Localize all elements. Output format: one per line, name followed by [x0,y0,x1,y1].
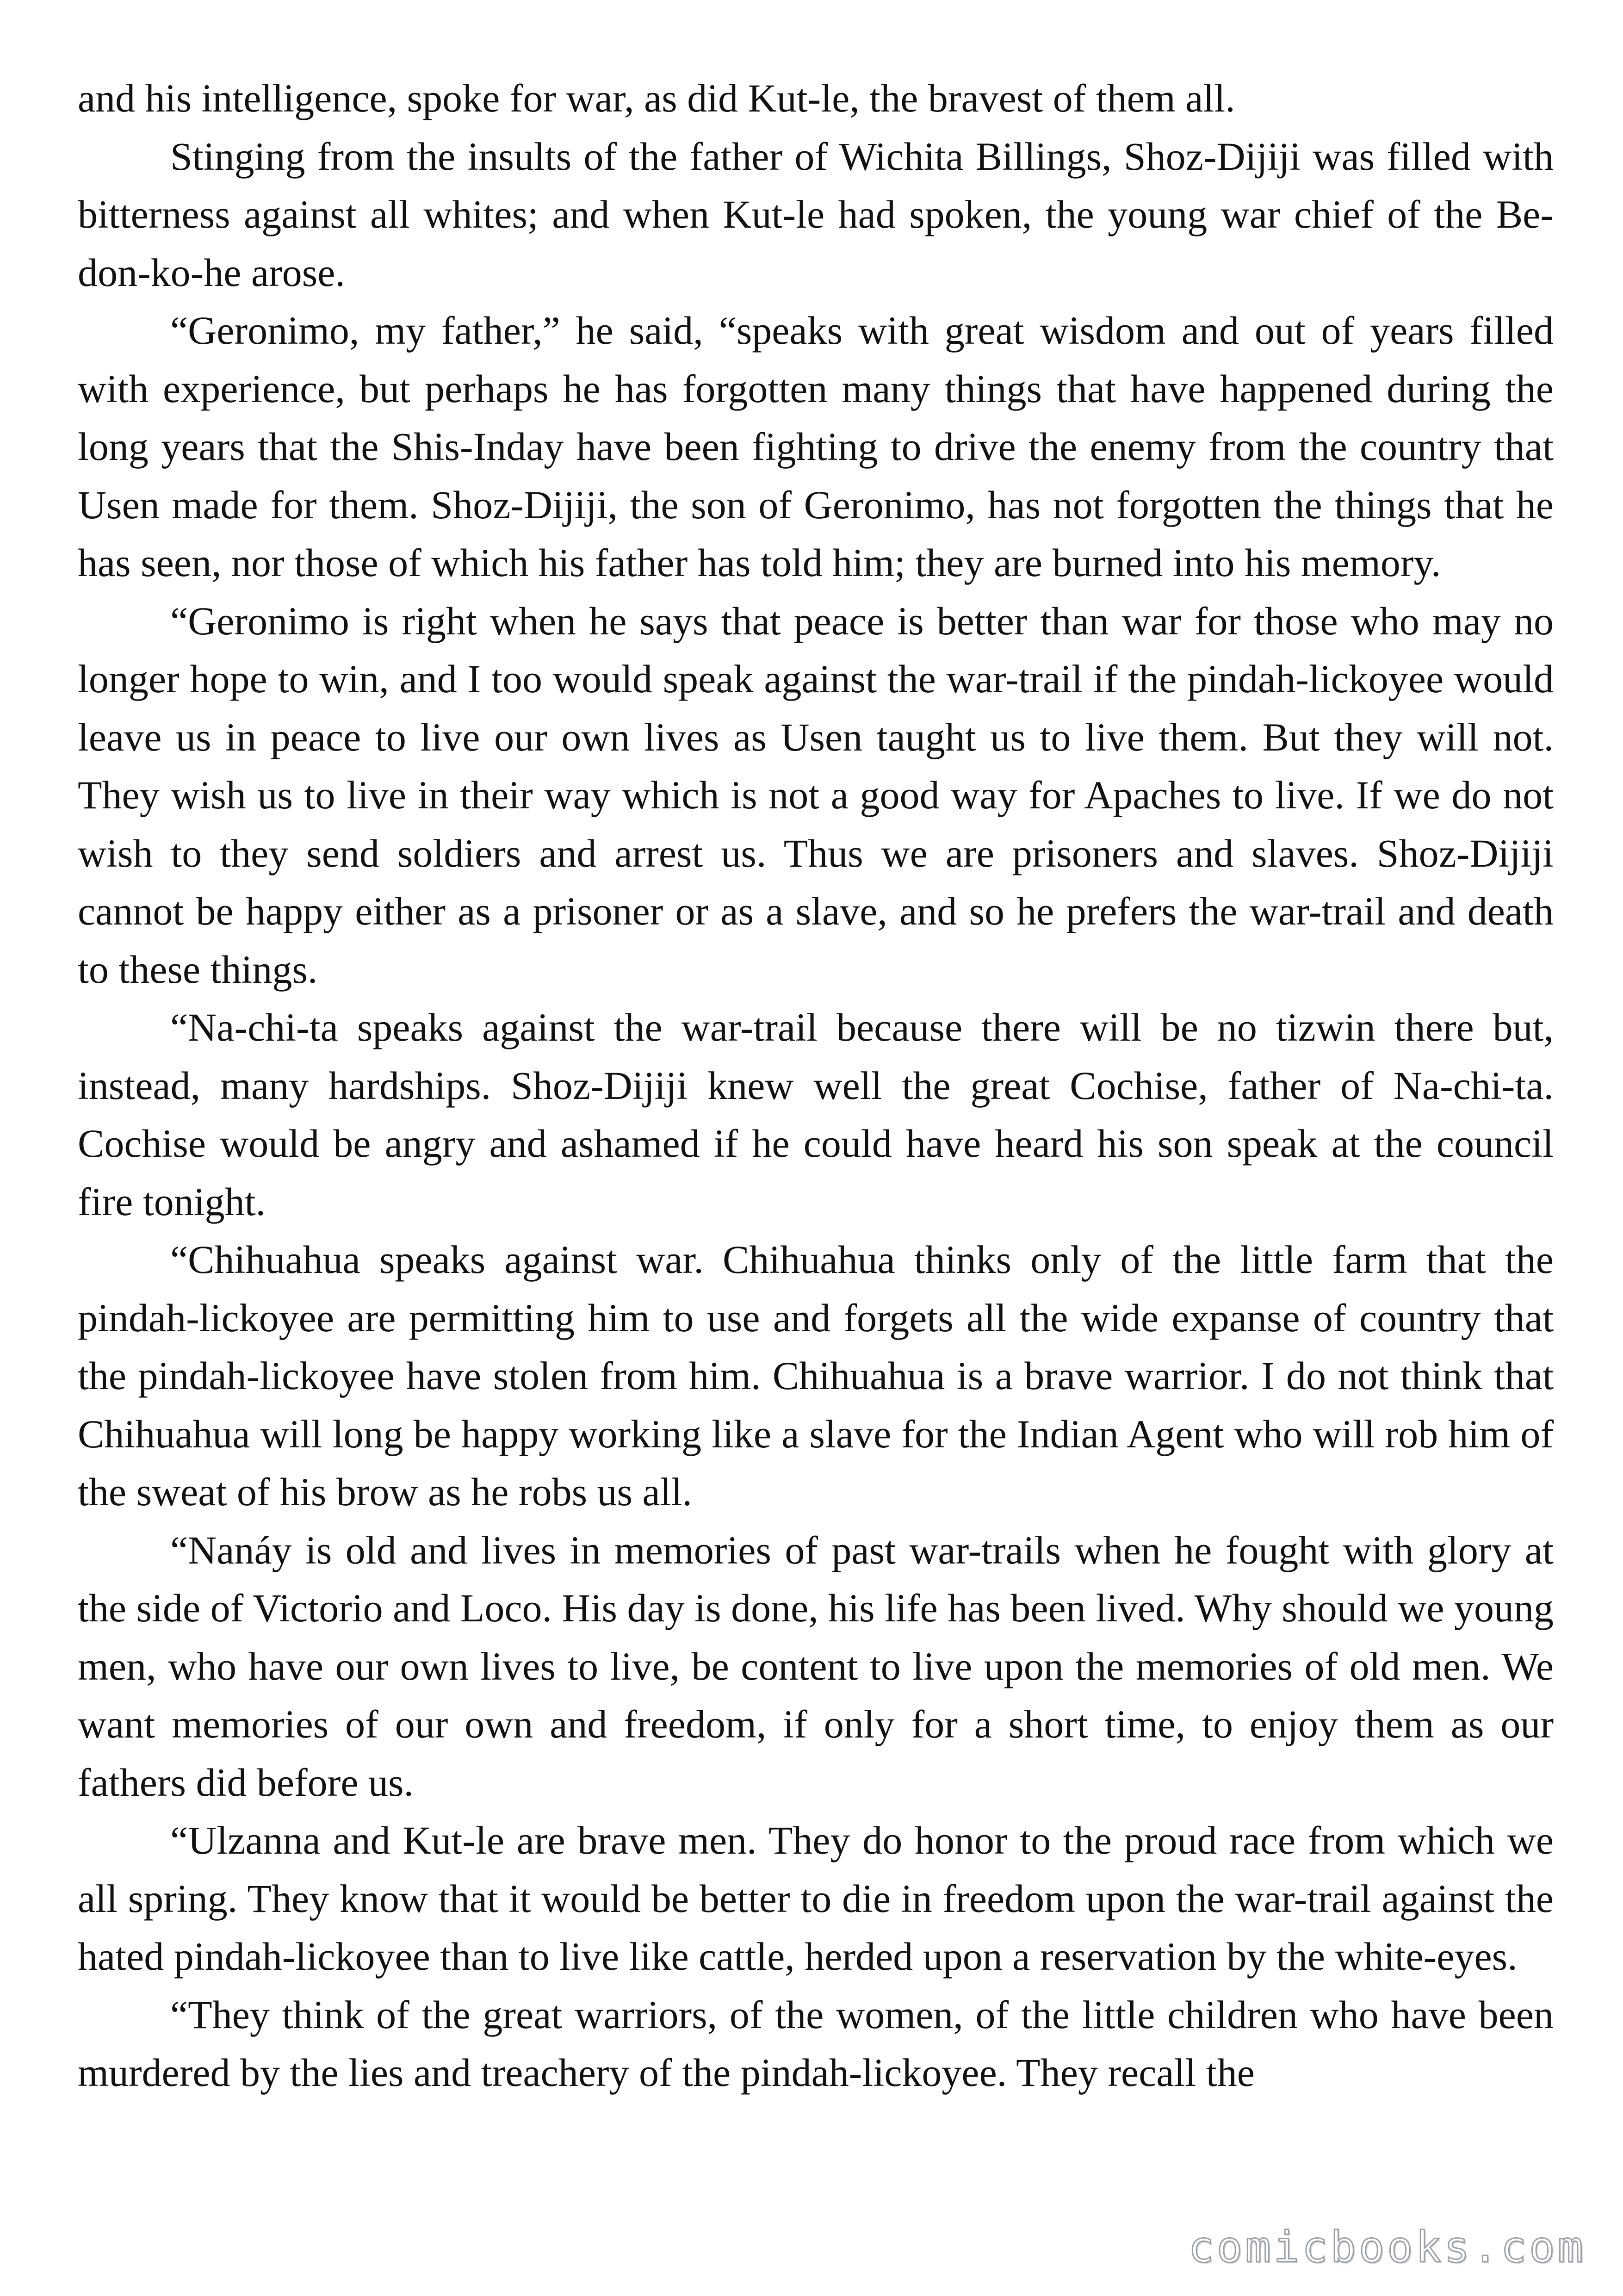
paragraph-6: “Chihuahua speaks against war. Chihuahua thinks only of the little farm that the pindah-lickoyee are permitting him to use and forgets all the wide expanse of country that the pindah-lickoyee have stolen from him. Chihuahua is a brave warrior. I do not think that Chihuahua will long be happy working like a slave for the Indian Agent who will rob him of the sweat of his brow as he robs us all. [78,1237,1554,1514]
paragraph-5: “Na-chi-ta speaks against the war-trail because there will be no tizwin there but, instead, many hardships. Shoz-Dijiji knew well the great Cochise, father of Na-chi-ta. Cochise would be angry and ashamed if he could have heard his son speak at the council fire tonight. [78,1005,1554,1224]
paragraph-7: “Nanáy is old and lives in memories of past war-trails when he fought with glory at the side of Victorio and Loco. His day is done, his life has been lived. Why should we young men, who have our own lives to live, be content to live upon the memories of old men. We want memories of our own and freedom, if only for a short time, to enjoy them as our fathers did before us. [78,1527,1554,1805]
page-body [78,69,1554,2102]
paragraph-3: “Geronimo, my father,” he said, “speaks with great wisdom and out of years filled with experience, but perhaps he has forgotten many things that have happened during the long years that the Shis-Inday have been fighting to drive the enemy from the country that Usen made for them. Shoz-Dijiji, the son of Geronimo, has not forgotten the things that he has seen, nor those of which his father has told him; they are burned into his memory. [78,308,1554,585]
paragraph-9: “They think of the great warriors, of the women, of the little children who have been murdered by the lies and treachery of the pindah-lickoyee. They recall the [78,1992,1554,2095]
paragraph-8: “Ulzanna and Kut-le are brave men. They do honor to the proud race from which we all spring. They know that it would be better to die in freedom upon the war-trail against the hated pindah-lickoyee than to live like cattle, herded upon a reservation by the white-eyes. [78,1818,1554,1979]
paragraph-1: and his intelligence, spoke for war, as did Kut-le, the bravest of them all. [78,76,1235,120]
watermark: comicbooks.com [1188,2222,1586,2272]
paragraph-4: “Geronimo is right when he says that peace is better than war for those who may no longer hope to win, and I too would speak against the war-trail if the pindah-lickoyee would leave us in peace to live our own lives as Usen taught us to live them. But they will not. They wish us to live in their way which is not a good way for Apaches to live. If we do not wish to they send soldiers and arrest us. Thus we are prisoners and slaves. Shoz-Dijiji cannot be happy either as a prisoner or as a slave, and so he prefers the war-trail and death to these things. [78,598,1554,992]
paragraph-2: Stinging from the insults of the father of Wichita Billings, Shoz-Dijiji was filled with bitterness against all whites; and when Kut-le had spoken, the young war chief of the Be-don-ko-he arose. [78,134,1554,295]
